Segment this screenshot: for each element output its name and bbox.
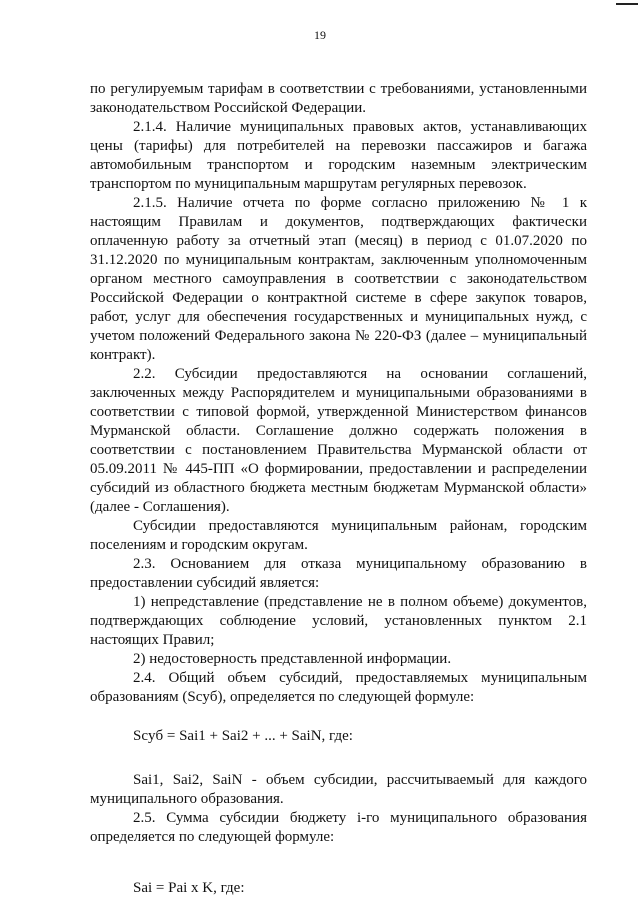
- paragraph-subsidy-recipients: Субсидии предоставляются муниципальным районам, городским поселениям и городским округам.: [90, 518, 587, 553]
- paragraph-2-1-5: 2.1.5. Наличие отчета по форме согласно приложению № 1 к настоящим Правилам и документов, подтверждающих фактически оплаченную работу за отчетный этап (месяц) в период с 01.07.2020 по 31.12.2020 по муниципальным контрактам, заключенным уполномоченным органом местного самоуправления в соответствии с законодательством Российской Федерации о контрактной системе в сфере закупок товаров, работ, услуг для обеспечения государственных и муниципальных нужд, с учетом положений Федерального закона № 220-ФЗ (далее – муниципальный контракт).: [90, 195, 587, 363]
- list-item-2: 2) недостоверность представленной информации.: [133, 651, 452, 667]
- page-number: 19: [314, 28, 326, 42]
- paragraph-2-1-4: 2.1.4. Наличие муниципальных правовых актов, устанавливающих цены (тарифы) для потребителей на перевозки пассажиров и багажа автомобильным транспортом и городским наземным электрическим транспортом по муниципальным маршрутам регулярных перевозок.: [90, 119, 587, 192]
- formula-total-subsidy: Scyб = Sai1 + Sai2 + ... + SaiN, где:: [133, 728, 353, 744]
- paragraph-2-5: 2.5. Сумма субсидии бюджету i-го муниципального образования определяется по следующей формуле:: [90, 810, 587, 845]
- list-item-1: 1) непредставление (представление не в полном объеме) документов, подтверждающих соблюдение условий, установленных пунктом 2.1 настоящих Правил;: [90, 594, 587, 648]
- document-body: [90, 80, 587, 898]
- paragraph-2-2: 2.2. Субсидии предоставляются на основании соглашений, заключенных между Распорядителем и муниципальными образованиями в соответствии с типовой формой, утвержденной Министерством финансов Мурманской области. Соглашение должно содержать положения в соответствии с постановлением Правительства Мурманской области от 05.09.2011 № 445-ПП «О формировании, предоставлении и распределении субсидий из областного бюджета местным бюджетам Мурманской области» (далее - Соглашения).: [90, 366, 587, 515]
- paragraph-continuation: по регулируемым тарифам в соответствии с требованиями, установленными законодательством Российской Федерации.: [90, 81, 587, 116]
- formula-municipal-subsidy: Sai = Pai x K, где:: [133, 880, 245, 896]
- scan-corner-mark: [616, 3, 638, 5]
- paragraph-formula-legend: Sai1, Sai2, SaiN - объем субсидии, рассчитываемый для каждого муниципального образования.: [90, 772, 587, 807]
- paragraph-2-3: 2.3. Основанием для отказа муниципальному образованию в предоставлении субсидий является:: [90, 556, 587, 591]
- paragraph-2-4: 2.4. Общий объем субсидий, предоставляемых муниципальным образованиям (Scyб), определяется по следующей формуле:: [90, 670, 587, 705]
